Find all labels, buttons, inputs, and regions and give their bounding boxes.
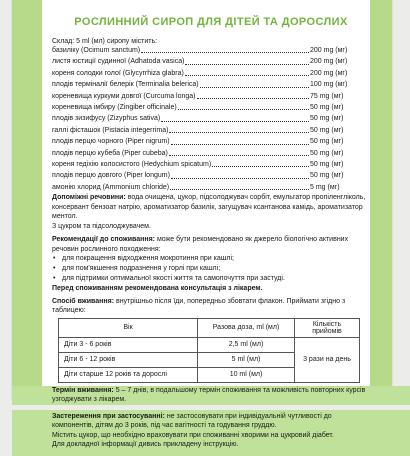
recommendations bbox=[52, 235, 370, 254]
table-row bbox=[59, 337, 360, 352]
ingredient-name: галлі фісташок (Pistacia integerrima) bbox=[52, 126, 169, 134]
ingredient-dose: 50 mg (мг) bbox=[310, 126, 344, 134]
term-label: Термін вживання: bbox=[52, 386, 114, 394]
ingredient-dose: 50 mg (мг) bbox=[310, 149, 344, 157]
ingredient-name: базиліку (Ocimum sanctum) bbox=[52, 47, 141, 54]
ingredient-row bbox=[52, 159, 370, 170]
warnings-label: Застереження при застосуванні: bbox=[52, 412, 165, 420]
ingredient-dose: 200 mg (мг) bbox=[310, 47, 348, 54]
ingredient-row bbox=[52, 136, 370, 147]
header-times: Кількість прийомів bbox=[295, 318, 360, 337]
dose-cell: 2,5 ml (мл) bbox=[198, 337, 295, 352]
ingredient-name: кореня гедіхію колосистого (Hedychium spicatum) bbox=[52, 161, 212, 169]
product-box-side bbox=[12, 0, 392, 449]
excipients bbox=[52, 193, 370, 222]
dot-leader bbox=[185, 64, 309, 65]
header-age: Вік bbox=[59, 318, 198, 337]
ingredient-dose: 50 mg (мг) bbox=[310, 104, 344, 112]
bullet-item: • для покращення відходження мокротиння при кашлі; bbox=[53, 255, 234, 263]
dot-leader bbox=[161, 121, 309, 122]
ingredient-dose: 200 mg (мг) bbox=[310, 58, 348, 66]
dot-leader bbox=[200, 87, 309, 88]
ingredient-dose: 50 mg (мг) bbox=[310, 161, 344, 169]
ingredient-row bbox=[52, 56, 370, 67]
ingredient-row bbox=[52, 113, 370, 124]
sugar-note: З цукром та підсолоджувачем. bbox=[52, 222, 151, 230]
ingredient-row bbox=[52, 45, 370, 56]
ingredient-row bbox=[52, 68, 370, 79]
dosage-table bbox=[58, 318, 360, 383]
ingredient-dose: 75 mg (мг) bbox=[310, 92, 344, 100]
ingredient-name: кореня солодки голої (Glycyrrhiza glabra) bbox=[52, 69, 184, 77]
info-note: Для докладної інформації дивись прикладену інструкцію. bbox=[52, 441, 239, 449]
dot-leader bbox=[197, 98, 310, 99]
recommendations-label: Рекомендації до споживання: bbox=[52, 236, 155, 244]
left-green-stripe bbox=[12, 0, 42, 400]
ingredient-dose: 5 mg (мг) bbox=[310, 183, 340, 191]
times-cell: 3 рази на день bbox=[295, 337, 360, 382]
warnings bbox=[52, 412, 370, 431]
dot-leader bbox=[169, 132, 309, 133]
ingredient-name: плодів зизифусу (Zizyphus sativa) bbox=[52, 115, 161, 123]
bullet-item: • для пом'якшення подразнення у горлі при кашлі; bbox=[53, 265, 221, 273]
ingredient-name: кореневища імбиру (Zingiber officinale) bbox=[52, 104, 177, 112]
usage-label: Спосіб вживання: bbox=[52, 297, 115, 305]
term-text: 5 – 7 днів, в подальшому термін споживання та можливість повторних курсів узгоджувати з лікарем. bbox=[52, 386, 366, 404]
bullet-icon: • bbox=[53, 275, 56, 283]
dose-cell: 10 ml (мл) bbox=[198, 367, 295, 382]
ingredient-dose: 200 mg (мг) bbox=[310, 69, 348, 77]
header-dose: Разова доза, ml (мл) bbox=[198, 318, 295, 337]
ingredients-list bbox=[52, 45, 370, 193]
ingredient-dose: 50 mg (мг) bbox=[310, 138, 344, 146]
ingredient-dose: 100 mg (мг) bbox=[310, 81, 348, 89]
usage-text: внутрішньо після їди, попередньо збовтати флакон. Приймати згідно з таблицею: bbox=[52, 297, 346, 315]
dot-leader bbox=[170, 189, 309, 190]
ingredient-name: плодів перцю довгого (Piper longum) bbox=[52, 172, 170, 180]
age-cell: Діти 6 - 12 років bbox=[59, 352, 198, 367]
ingredient-row bbox=[52, 148, 370, 159]
ingredient-name: плодів перцю кубеба (Piper cubeba) bbox=[52, 149, 168, 157]
warnings-panel bbox=[12, 410, 410, 456]
ingredient-row bbox=[52, 91, 370, 102]
product-title: РОСЛИННИЙ СИРОП ДЛЯ ДІТЕЙ ТА ДОРОСЛИХ bbox=[74, 16, 348, 28]
age-cell: Діти старше 12 років та дорослі bbox=[59, 367, 198, 382]
dose-cell: 5 ml (мл) bbox=[198, 352, 295, 367]
warnings-text: не застосовувати при індивідуальній чутливості до компонентів, дітям до 3 років, під час вагітності та годування груддю. bbox=[52, 412, 332, 430]
excipients-label: Допоміжні речовини: bbox=[52, 194, 126, 202]
ingredient-row bbox=[52, 170, 370, 181]
bullet-item: • для підтримки оптимальної якості життя та самопочуття при застуді. bbox=[53, 275, 285, 283]
consult-note: Перед споживанням рекомендована консультація з лікарем. bbox=[52, 285, 263, 293]
dot-leader bbox=[212, 166, 309, 167]
age-cell: Діти 3 - 6 років bbox=[59, 337, 198, 352]
excipients-text: вода очищена, цукор, підсолоджувач сорбіт, емульгатор пропіленгліколь, консервант бензоат натрію, ароматизатор базилік, загущувач ксантанова камідь, ароматизатор ментол. bbox=[52, 194, 366, 221]
ingredient-row bbox=[52, 125, 370, 136]
composition-intro: Склад: 5 ml (мл) сиропу містить: bbox=[52, 38, 158, 45]
dot-leader bbox=[171, 178, 309, 179]
ingredient-row bbox=[52, 79, 370, 90]
dot-leader bbox=[141, 52, 309, 53]
ingredient-name: листя юстиції судинної (Adhatoda vasica) bbox=[52, 58, 185, 66]
recommendations-text: може бути рекомендовано як джерело біологічно активних речовин рослинного походження: bbox=[52, 236, 349, 253]
ingredient-dose: 50 mg (мг) bbox=[310, 172, 344, 180]
ingredient-dose: 50 mg (мг) bbox=[310, 115, 344, 123]
bullet-icon: • bbox=[53, 255, 56, 263]
dot-leader bbox=[169, 155, 309, 156]
ingredient-name: кореневища куркуми довгої (Curcuma longa) bbox=[52, 92, 196, 100]
ingredient-name: плодів терміналії белерік (Terminalia belerica) bbox=[52, 81, 199, 89]
label-content bbox=[52, 0, 370, 449]
sugar-warning: Містить цукор, що необхідно враховувати при споживанні хворими на цукровий діабет. bbox=[52, 431, 334, 439]
ingredient-name: плодів перцю чорного (Piper nigrum) bbox=[52, 138, 170, 146]
dot-leader bbox=[185, 75, 309, 76]
dot-leader bbox=[171, 144, 309, 145]
bullet-icon: • bbox=[53, 265, 56, 273]
term-of-use bbox=[12, 386, 410, 405]
ingredient-name: амонію хлорид (Ammonium chloride) bbox=[52, 183, 170, 191]
table-header-row bbox=[59, 318, 360, 337]
ingredient-row bbox=[52, 102, 370, 113]
usage bbox=[52, 297, 370, 316]
right-green-stripe bbox=[370, 0, 392, 400]
ingredient-row bbox=[52, 182, 370, 193]
dot-leader bbox=[178, 109, 309, 110]
